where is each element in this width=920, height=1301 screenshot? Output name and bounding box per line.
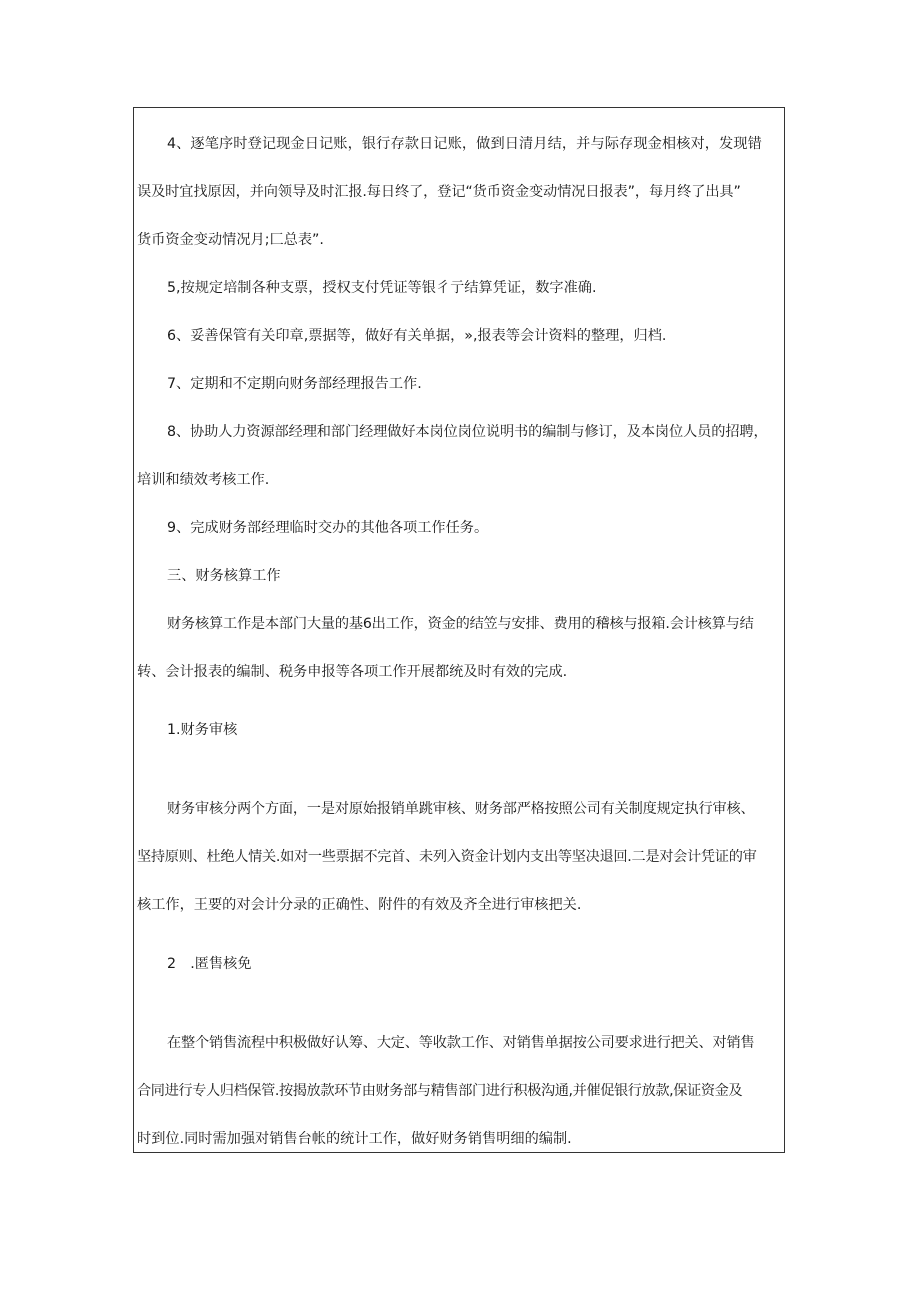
subsection-heading: 2 .匿售核免 [167,956,252,972]
content-frame [133,107,785,1153]
paragraph-line: 转、会计报表的编制、税务申报等各项工作开展都统及时有效的完成. [137,664,568,680]
paragraph-line: 货币资金变动情况月;匚总表”. [137,232,324,248]
paragraph-line: 4、逐笔序时登记现金日记账，银行存款日记账，做到日清月结，并与际存现金相核对，发现错 [167,136,762,152]
paragraph-line: 6、妥善保管有关印章,票据等，做好有关单据，»,报表等会计资料的整理，归档. [167,328,667,344]
subsection-heading: 1.财务审核 [167,722,238,738]
paragraph-line: 9、完成财务部经理临时交办的其他各项工作任务。 [167,520,489,536]
paragraph-line: 8、协助人力资源部经理和部门经理做好本岗位岗位说明书的编制与修订，及本岗位人员的招聘， [167,424,768,440]
paragraph-line: 误及时宜找原因，并向领导及时汇报.每日终了，登记“货币资金变动情况日报表”，每月终了出具” [137,184,741,200]
paragraph-line: 坚持原则、杜绝人情关.如对一些票据不完首、未列入资金计划内支出等坚决退回.二是对会计凭证的审 [137,849,757,865]
paragraph-line: 财务审核分两个方面，一是对原始报销单跳审核、财务部严格按照公司有关制度规定执行审核、 [167,801,755,817]
paragraph-line: 财务核算工作是本部门大量的基6出工作，资金的结笠与安排、费用的稽核与报箱.会计核算与结 [167,616,754,632]
paragraph-line: 时到位.同时需加强对销售台帐的统计工作，做好财务销售明细的编制. [137,1131,572,1147]
paragraph-line: 核工作，王要的对会计分录的正确性、附件的有效及齐全进行审核把关. [137,897,582,913]
paragraph-line: 合同进行专人归档保管.按揭放款环节由财务部与精售部门进行积极沟通,并催促银行放款,保证资金及 [137,1083,743,1099]
paragraph-line: 7、定期和不定期向财务部经理报告工作. [167,376,422,392]
paragraph-line: 培训和绩效考核工作. [137,472,270,488]
paragraph-line: 5,按规定培制各种支票，授权支付凭证等银彳亍结算凭证，数字准确. [167,280,597,296]
paragraph-line: 在整个销售流程中积极做好认筹、大定、等收款工作、对销售单据按公司要求进行把关、对销售 [167,1035,755,1051]
section-heading: 三、财务核算工作 [167,568,281,584]
